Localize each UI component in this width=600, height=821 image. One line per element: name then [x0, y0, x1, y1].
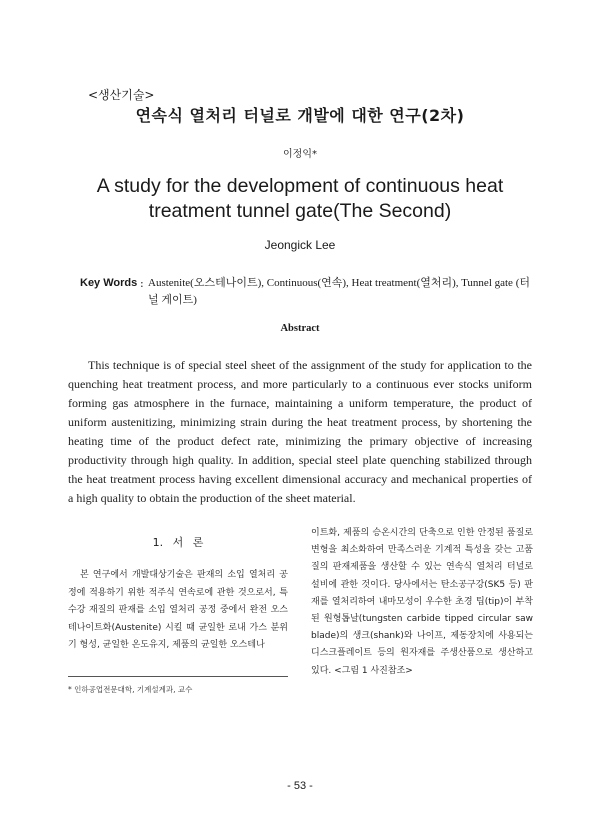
- intro-right-column: 이트화, 제품의 승온시간의 단축으로 인한 안정된 품질로 변형을 최소화하여 만족스러운 기계적 특성을 갖는 고품질의 판재제품을 생산할 수 있는 연속식 열처리 터널로 설비에 관한 것이다. 당사에서는 탄소공구강(SK5 등) 판재를 열처리하여 내마모성이 우수한 초경 팁(tip)이 부착된 원형톱날(tungsten carbide tipped circular saw blade)의 생크(shank)와 나이프, 제동장치에 사용되는 디스크플레이트 등의 원자재를 주생산품으로 생산하고 있다. <그림 1 사진참조>: [311, 528, 533, 676]
- abstract-body: This technique is of special steel sheet of the assignment of the study for application to the quenching heat treatment process, and more particularly to a continuous ever stocks uniform forming gas atmosphere in the furnace, maintaining a uniform temperature, the product of uniform austenitizing, minimizing strain during the heat treatment process, by shortening the heating time of the product defect rate, minimizing the primary objective of increasing productivity through high quality. In addition, special steel plate quenching stabilized through the heat treatment process having excellent dimensional accuracy and mechanical properties of a high quality to obtain the production of the sheet material.: [68, 358, 532, 505]
- category-tag: <생산기술>: [88, 88, 155, 102]
- english-author: Jeongick Lee: [264, 238, 336, 252]
- keywords-colon: :: [140, 277, 144, 290]
- keywords-text: Austenite(오스테나이트), Continuous(연속), Heat treatment(열처리), Tunnel gate (터널 게이트): [148, 277, 530, 306]
- keywords-label: Key Words: [80, 277, 138, 289]
- korean-author: 이정익*: [283, 149, 317, 160]
- section-heading-introduction: 1. 서 론: [152, 536, 204, 549]
- intro-left-column: 본 연구에서 개발대상기술은 판재의 소입 열처리 공정에 적용하기 위한 적주식 연속로에 관한 것으로서, 특수강 재질의 판재를 소입 열처리 공정 중에서 완전 오스테나이트화(Austenite) 시킬 때 균일한 로내 가스 분위기 형성, 균일한 온도유지, 제품의 균일한 오스테나: [68, 570, 288, 650]
- abstract-heading: Abstract: [280, 323, 320, 334]
- author-affiliation-footnote: * 인하공업전문대학, 기계설계과, 교수: [68, 685, 193, 694]
- page-number: - 53 -: [287, 780, 313, 792]
- english-title: A study for the development of continuous heat treatment tunnel gate(The Second): [96, 175, 504, 222]
- korean-title: 연속식 열처리 터널로 개발에 대한 연구(2차): [135, 106, 465, 125]
- footnote-rule: [68, 676, 288, 677]
